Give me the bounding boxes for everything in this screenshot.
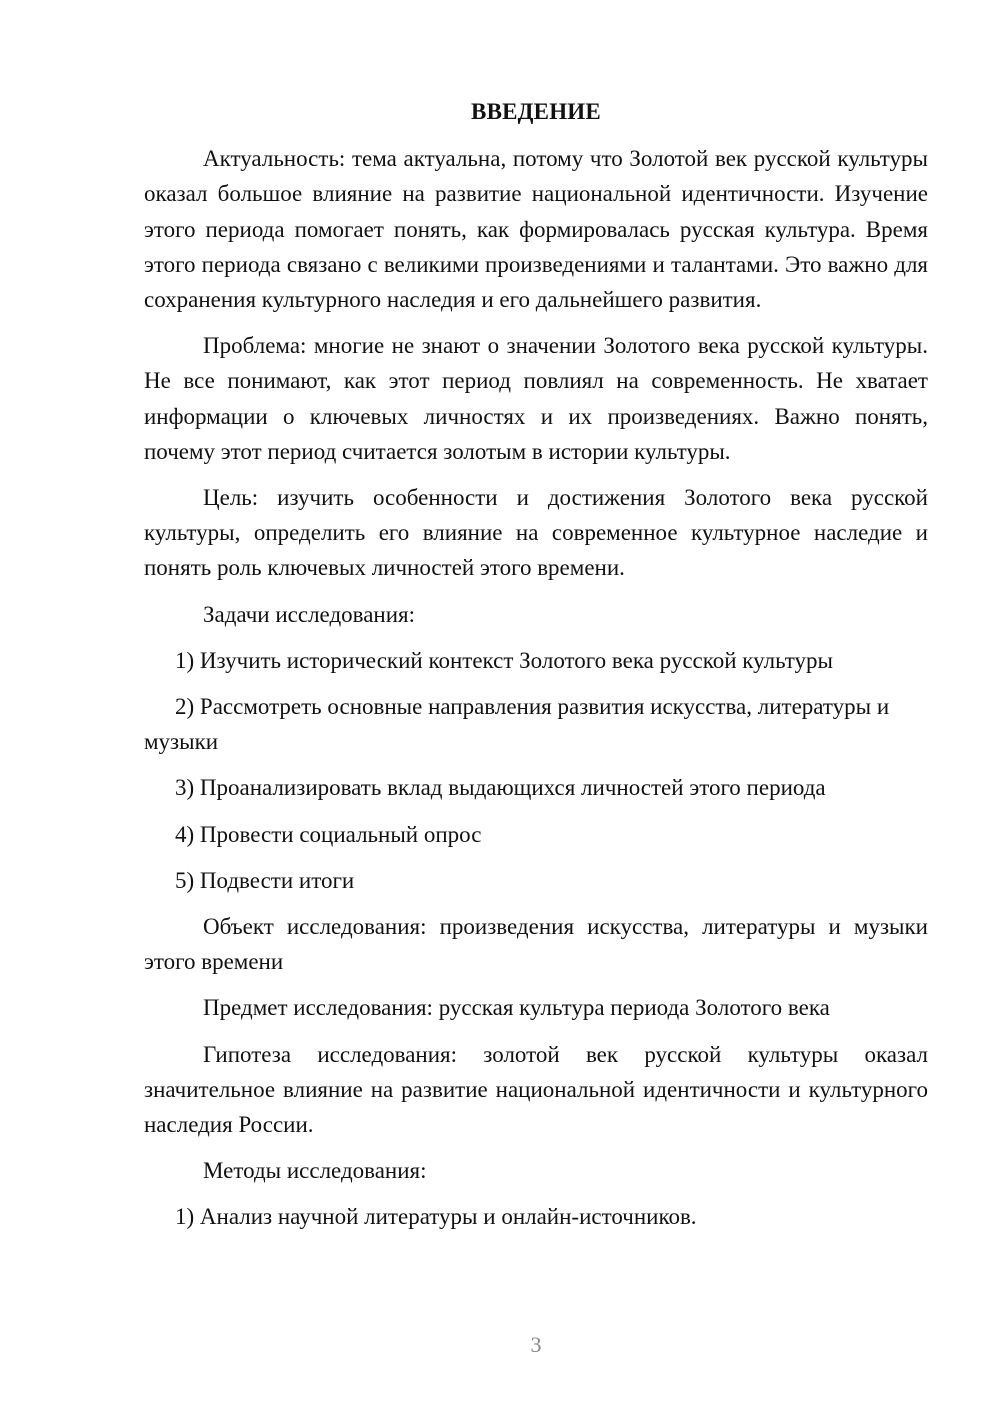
- list-item: 2) Рассмотреть основные направления развития искусства, литературы и музыки: [144, 694, 890, 755]
- hypothesis-paragraph: Гипотеза исследования: золотой век русской культуры оказал значительное влияние на развитие национальной идентичности и культурного наследия России.: [144, 1041, 928, 1138]
- relevance-paragraph: Актуальность: тема актуальна, потому что Золотой век русской культуры оказал большое влияние на развитие национальной идентичности. Изучение этого периода помогает понять, как формировалась русская культура. Время этого периода связано с великими произведениями и талантами. Это важно для сохранения культурного наследия и его дальнейшего развития.: [144, 146, 928, 313]
- object-paragraph: Объект исследования: произведения искусства, литературы и музыки этого времени: [144, 914, 928, 975]
- tasks-list: [144, 643, 928, 898]
- list-item: 4) Провести социальный опрос: [175, 821, 482, 847]
- tasks-heading: Задачи исследования:: [203, 601, 416, 627]
- section-title: ВВЕДЕНИЕ: [471, 99, 601, 124]
- problem-paragraph: Проблема: многие не знают о значении Золотого века русской культуры. Не все понимают, как этот период повлиял на современность. Не хватает информации о ключевых личностях и их произведениях. Важно понять, почему этот период считается золотым в истории культуры.: [144, 333, 928, 464]
- goal-paragraph: Цель: изучить особенности и достижения Золотого века русской культуры, определить его влияние на современное культурное наследие и понять роль ключевых личностей этого времени.: [144, 485, 928, 581]
- list-item: 1) Изучить исторический контекст Золотого века русской культуры: [175, 647, 833, 673]
- methods-list: [144, 1199, 928, 1234]
- page-number: 3: [530, 1332, 542, 1357]
- subject-paragraph: Предмет исследования: русская культура периода Золотого века: [203, 995, 830, 1021]
- page-content: [144, 94, 928, 1246]
- list-item: 3) Проанализировать вклад выдающихся личностей этого периода: [175, 775, 826, 801]
- list-item: 5) Подвести итоги: [175, 867, 355, 893]
- methods-heading: Методы исследования:: [203, 1158, 427, 1184]
- list-item: 1) Анализ научной литературы и онлайн-источников.: [175, 1204, 697, 1230]
